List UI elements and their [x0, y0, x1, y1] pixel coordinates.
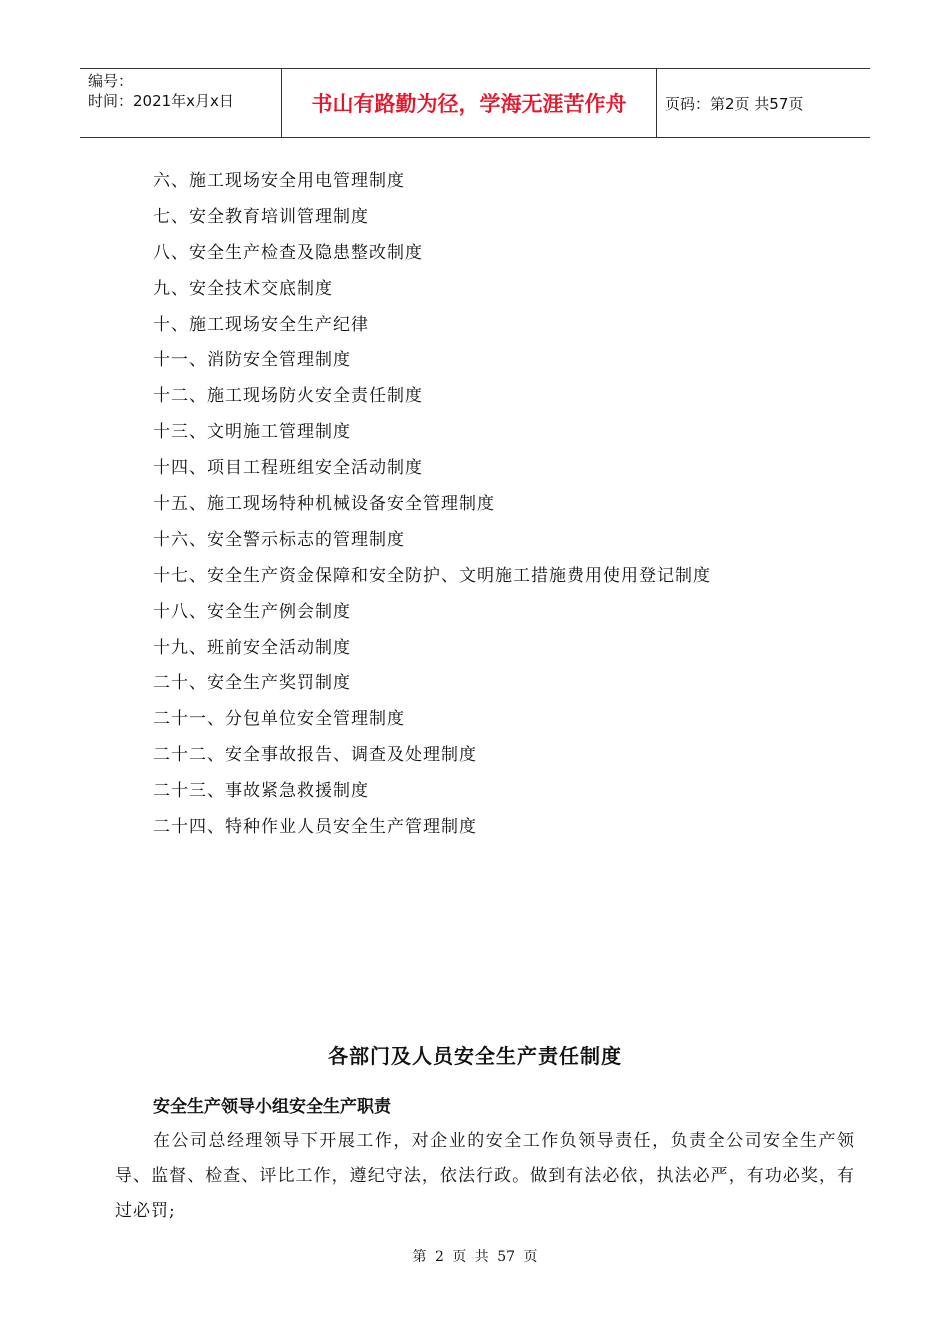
page-footer: 第 2 页 共 57 页 [412, 1249, 538, 1265]
toc-item: 十四、项目工程班组安全活动制度 [153, 458, 423, 479]
header-page-label: 页码：第2页 共57页 [665, 94, 804, 113]
toc-item: 六、施工现场安全用电管理制度 [153, 171, 405, 191]
toc-item: 二十三、事故紧急救援制度 [153, 781, 369, 802]
toc-item: 九、安全技术交底制度 [153, 278, 333, 299]
toc-item: 二十一、分包单位安全管理制度 [153, 709, 405, 730]
toc-item: 十五、施工现场特种机械设备安全管理制度 [153, 494, 495, 515]
header-meta [80, 69, 282, 137]
toc-item: 十二、施工现场防火安全责任制度 [153, 386, 423, 407]
toc-item: 十一、消防安全管理制度 [153, 350, 351, 371]
toc-item: 十七、安全生产资金保障和安全防护、文明施工措施费用使用登记制度 [153, 565, 711, 586]
document-number-label: 编号： [88, 72, 134, 90]
toc-item: 八、安全生产检查及隐患整改制度 [153, 242, 423, 263]
toc-item: 二十二、安全事故报告、调查及处理制度 [153, 745, 477, 766]
toc-item: 七、安全教育培训管理制度 [153, 206, 369, 227]
section-subtitle: 安全生产领导小组安全生产职责 [153, 1097, 391, 1117]
toc-item: 十六、安全警示标志的管理制度 [153, 529, 405, 550]
toc-item: 十、施工现场安全生产纪律 [153, 314, 369, 335]
toc-item: 二十四、特种作业人员安全生产管理制度 [153, 817, 477, 838]
toc-item: 十八、安全生产例会制度 [153, 601, 351, 622]
toc-item: 二十、安全生产奖罚制度 [153, 673, 351, 694]
section-title: 各部门及人员安全生产责任制度 [328, 1044, 622, 1068]
document-time-label: 时间：2021年x月x日 [88, 92, 234, 110]
header-motto: 书山有路勤为径，学海无涯苦作舟 [282, 69, 657, 137]
section-paragraph: 在公司总经理领导下开展工作，对企业的安全工作负领导责任，负责全公司安全生产领导、监督、检查、评比工作，遵纪守法，依法行政。做到有法必依，执法必严，有功必奖，有过必罚; [115, 1131, 855, 1221]
toc-item: 十三、文明施工管理制度 [153, 422, 351, 443]
toc-item: 十九、班前安全活动制度 [153, 637, 351, 658]
table-of-contents [153, 168, 711, 850]
document-header [80, 68, 870, 138]
